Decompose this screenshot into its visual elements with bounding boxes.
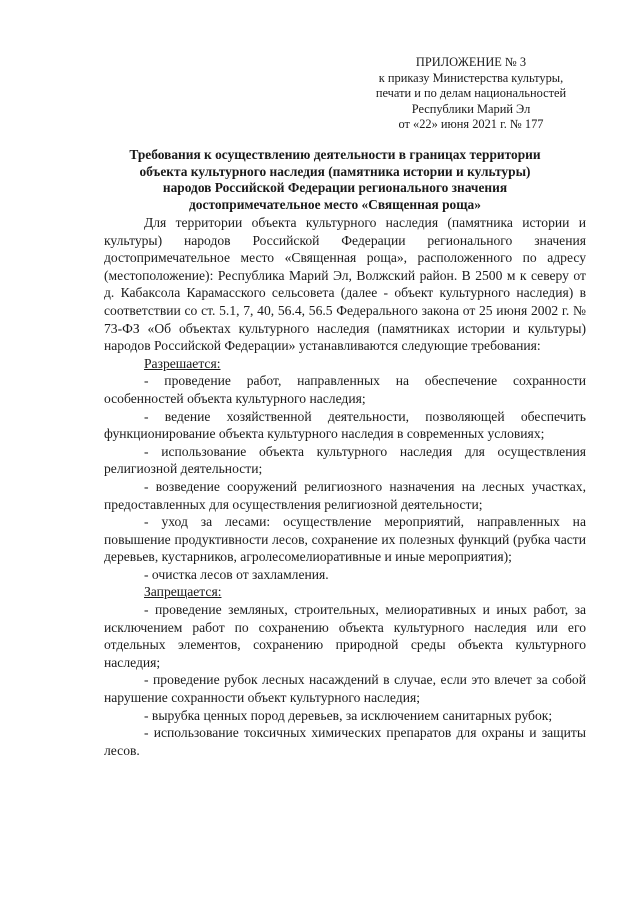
title-line: объекта культурного наследия (памятника истории и культуры) xyxy=(139,163,531,179)
title-line: Требования к осуществлению деятельности в границах территории xyxy=(129,147,541,162)
appendix-line: печати и по делам национальностей xyxy=(375,86,567,101)
allowed-item: - проведение работ, направленных на обеспечение сохранности особенностей объекта культурного наследия; xyxy=(104,373,586,406)
document-title xyxy=(92,147,578,213)
appendix-header xyxy=(360,55,582,133)
appendix-line: к приказу Министерства культуры, xyxy=(378,70,564,85)
allowed-item: - очистка лесов от захламления. xyxy=(144,566,329,582)
appendix-number: ПРИЛОЖЕНИЕ № 3 xyxy=(415,55,527,69)
allowed-item: - использование объекта культурного наследия для осуществления религиозной деятельности; xyxy=(104,443,586,477)
forbidden-item: - проведение земляных, строительных, мелиоративных и иных работ, за исключением работ по сохранению объекта культурного наследия или его отдельных элементов, сохранению природной среды объекта культурного наследия; xyxy=(104,602,586,670)
forbidden-item: - использование токсичных химических препаратов для охраны и защиты лесов. xyxy=(104,725,586,758)
intro-paragraph: Для территории объекта культурного наследия (памятника истории и культуры) народов Российской Федерации регионального значения достопримечательное место «Священная роща», расположенного по адресу (местоположение): Республика Марий Эл, Волжский район. В 2500 м к северу от д. Кабаксола Карамасского сельсовета (далее - объект культурного наследия) в соответствии со ст. 5.1, 7, 40, 56.4, 56.5 Федерального закона от 25 июня 2002 г. № 73-ФЗ «Об объектах культурного наследия (памятниках истории и культуры) народов Российской Федерации» устанавливаются следующие требования: xyxy=(104,215,586,354)
appendix-line: Республики Марий Эл xyxy=(411,101,531,116)
title-line: народов Российской Федерации регионального значения xyxy=(162,180,508,196)
forbidden-item: - вырубка ценных пород деревьев, за исключением санитарных рубок; xyxy=(144,707,553,723)
allowed-heading: Разрешается: xyxy=(144,355,221,371)
allowed-item: - ведение хозяйственной деятельности, позволяющей обеспечить функционирование объекта культурного наследия в современных условиях; xyxy=(104,408,586,442)
document-body xyxy=(104,214,586,759)
appendix-date: от «22» июня 2021 г. № 177 xyxy=(398,117,544,132)
allowed-item: - возведение сооружений религиозного назначения на лесных участках, предоставленных для осуществления религиозной деятельности; xyxy=(104,478,586,512)
allowed-item: - уход за лесами: осуществление мероприятий, направленных на повышение продуктивности лесов, сохранение их полезных функций (рубка части деревьев, кустарников, агролесомелиоративные и иные мероприятия); xyxy=(104,514,586,565)
title-line: достопримечательное место «Священная роща» xyxy=(189,196,481,212)
forbidden-heading: Запрещается: xyxy=(144,584,222,600)
forbidden-item: - проведение рубок лесных насаждений в случае, если это влечет за собой нарушение сохранности объект культурного наследия; xyxy=(104,672,586,706)
